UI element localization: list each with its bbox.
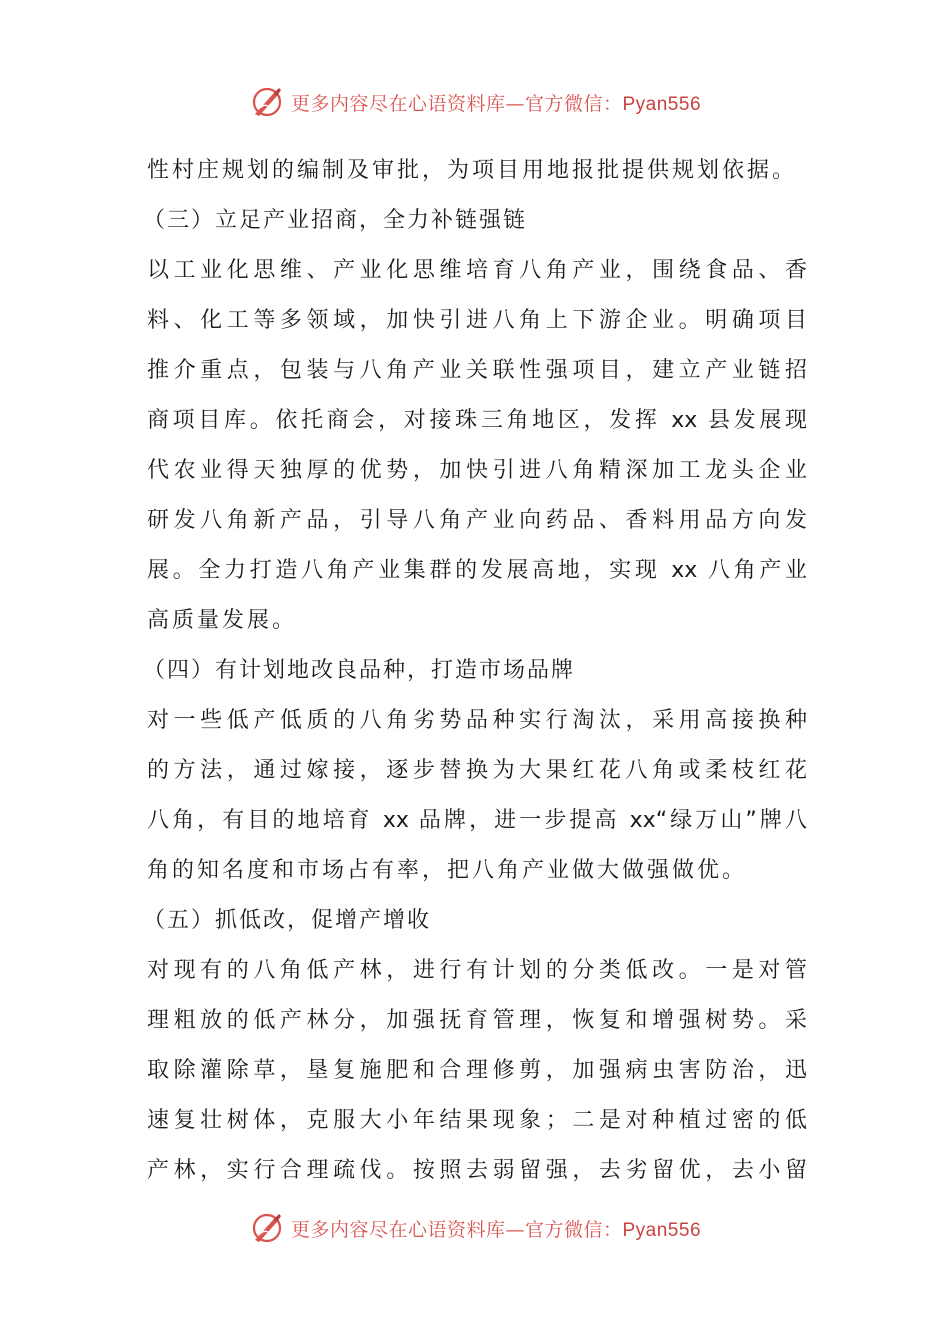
text-line: 高质量发展。 [147, 608, 298, 633]
pen-logo-icon [249, 84, 285, 120]
text-line: 产林，实行合理疏伐。按照去弱留强，去劣留优，去小留 [147, 1158, 807, 1183]
wechat-id: Pyan556 [622, 1219, 702, 1241]
text-line: 代农业得天独厚的优势，加快引进八角精深加工龙头企业 [147, 458, 807, 483]
document-body [143, 146, 807, 1196]
banner-text: 更多内容尽在心语资料库—官方微信：Pyan556 [290, 92, 702, 115]
text-line: 以工业化思维、产业化思维培育八角产业，围绕食品、香 [147, 258, 807, 283]
section-heading: （四）有计划地改良品种，打造市场品牌 [143, 658, 576, 683]
text-line: 取除灌除草，垦复施肥和合理修剪，加强病虫害防治，迅 [147, 1058, 807, 1083]
text-line: 推介重点，包装与八角产业关联性强项目，建立产业链招 [147, 358, 807, 383]
text-line: 角的知名度和市场占有率，把八角产业做大做强做优。 [147, 858, 748, 883]
text-line: 商项目库。依托商会，对接珠三角地区，发挥 xx 县发展现 [147, 408, 807, 433]
text-line: 速复壮树体，克服大小年结果现象；二是对种植过密的低 [147, 1108, 807, 1133]
text-line: 对现有的八角低产林，进行有计划的分类低改。一是对管 [147, 958, 807, 983]
pen-logo-icon [249, 1210, 285, 1246]
wechat-id: Pyan556 [622, 93, 702, 115]
text-line: 理粗放的低产林分，加强抚育管理，恢复和增强树势。采 [147, 1008, 807, 1033]
text-line: 性村庄规划的编制及审批，为项目用地报批提供规划依据。 [147, 158, 798, 183]
header-banner [0, 82, 950, 122]
text-line: 对一些低产低质的八角劣势品种实行淘汰，采用高接换种 [147, 708, 807, 733]
footer-banner [0, 1208, 950, 1248]
text-line: 展。全力打造八角产业集群的发展高地，实现 xx 八角产业 [147, 558, 807, 583]
text-line: 的方法，通过嫁接，逐步替换为大果红花八角或柔枝红花 [147, 758, 807, 783]
text-line: 料、化工等多领域，加快引进八角上下游企业。明确项目 [147, 308, 807, 333]
section-heading: （三）立足产业招商，全力补链强链 [143, 208, 528, 233]
banner-text: 更多内容尽在心语资料库—官方微信：Pyan556 [290, 1218, 702, 1241]
text-line: 研发八角新产品，引导八角产业向药品、香料用品方向发 [147, 508, 807, 533]
section-heading: （五）抓低改，促增产增收 [143, 908, 432, 933]
text-line: 八角，有目的地培育 xx 品牌，进一步提高 xx“绿万山”牌八 [147, 808, 807, 833]
